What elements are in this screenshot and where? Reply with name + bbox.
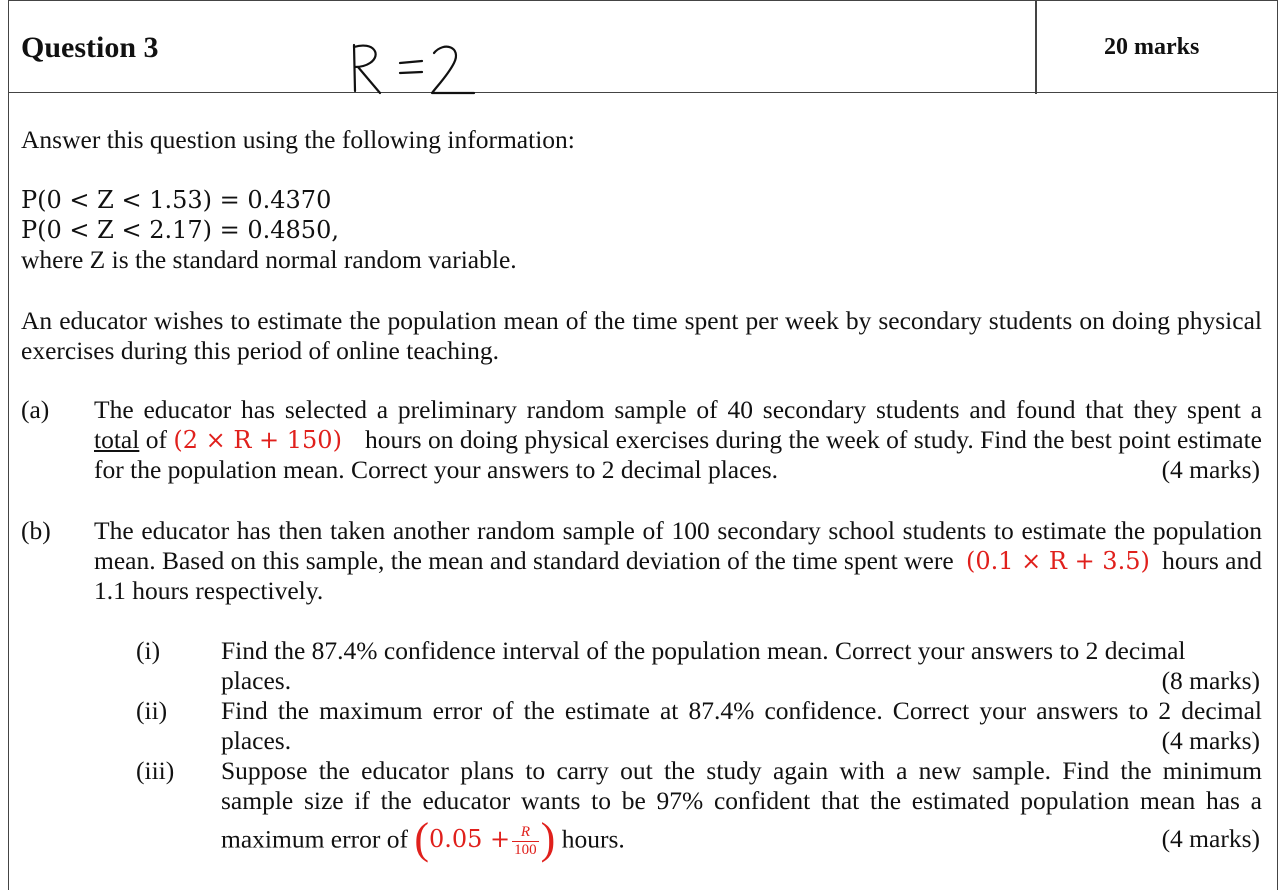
- part-b-line-1: The educator has then taken another random sample of 100 secondary school students to estimate the population: [94, 516, 1262, 545]
- probability-1: P(0 < Z < 1.53) = 0.4370: [21, 186, 332, 214]
- intro-text: Answer this question using the following information:: [21, 125, 575, 154]
- part-b-expression: (0.1 × R + 3.5): [965, 547, 1150, 575]
- part-a-line-2-rest: hours on doing physical exercises during the week of study. Find the best point estimate: [364, 425, 1262, 454]
- part-a-marks: (4 marks): [1161, 455, 1260, 484]
- sub-i-label: (i): [136, 636, 161, 665]
- sub-ii-marks: (4 marks): [1161, 726, 1260, 755]
- sub-iii-line-2: sample size if the educator wants to be 97% confident that the estimated population mean has a: [221, 786, 1262, 815]
- sub-ii-line-2: places.: [221, 726, 292, 755]
- part-a-expression: (2 × R + 150): [173, 426, 342, 454]
- where-text: where Z is the standard normal random variable.: [21, 245, 517, 274]
- question-sheet: [8, 0, 1278, 890]
- fraction-numerator: R: [512, 824, 539, 842]
- sub-i-line-2: places.: [221, 666, 292, 695]
- part-a-line-3: for the population mean. Correct your answers to 2 decimal places.: [94, 455, 779, 484]
- sub-ii-line-1: Find the maximum error of the estimate at 87.4% confidence. Correct your answers to 2 decimal: [221, 696, 1262, 725]
- context-line-2: exercises during this period of online teaching.: [21, 336, 499, 365]
- header-divider: [1035, 1, 1037, 94]
- part-b-line-2-end: hours and: [1162, 546, 1262, 575]
- sub-iii-expression: (0.05 + $\frac{R}{100}$ ): [414, 813, 556, 863]
- part-b-line-2: [94, 546, 1262, 576]
- sub-ii-label: (ii): [136, 696, 168, 725]
- handwritten-note: [344, 41, 484, 97]
- fraction-r-over-100: [512, 824, 539, 859]
- part-b-line-2-start: mean. Based on this sample, the mean and standard deviation of the time spent were: [94, 546, 954, 575]
- part-a-label: (a): [21, 395, 50, 424]
- probability-2: P(0 < Z < 2.17) = 0.4850,: [21, 216, 339, 244]
- sub-i-line-1: Find the 87.4% confidence interval of the population mean. Correct your answers to 2 decimal: [221, 636, 1186, 665]
- handwritten-r-equals-2-icon: [344, 41, 484, 97]
- part-b-line-3: 1.1 hours respectively.: [94, 576, 324, 605]
- question-header: [9, 0, 1277, 93]
- of-text: of: [145, 425, 167, 454]
- sub-iii-label: (iii): [136, 756, 175, 785]
- sub-iii-line-3-end: hours.: [561, 824, 625, 854]
- part-a-line-1: The educator has selected a preliminary random sample of 40 secondary students and found that they spent a: [94, 395, 1262, 424]
- total-underlined: total: [94, 425, 140, 454]
- sub-iii-marks: (4 marks): [1161, 824, 1260, 853]
- sub-i-marks: (8 marks): [1161, 666, 1260, 695]
- sub-iii-line-3-start: maximum error of: [221, 824, 408, 854]
- part-a-line-2: [94, 425, 1262, 455]
- sub-iii-line-3: [221, 813, 625, 863]
- question-title: Question 3: [21, 31, 159, 64]
- total-marks: 20 marks: [1104, 34, 1200, 60]
- part-b-label: (b): [21, 516, 51, 545]
- fraction-denominator: 100: [514, 842, 537, 858]
- context-line-1: An educator wishes to estimate the population mean of the time spent per week by secondary students on doing physical: [21, 306, 1262, 335]
- expr-constant: 0.05 +: [428, 825, 511, 854]
- sub-iii-line-1: Suppose the educator plans to carry out the study again with a new sample. Find the minimum: [221, 756, 1262, 785]
